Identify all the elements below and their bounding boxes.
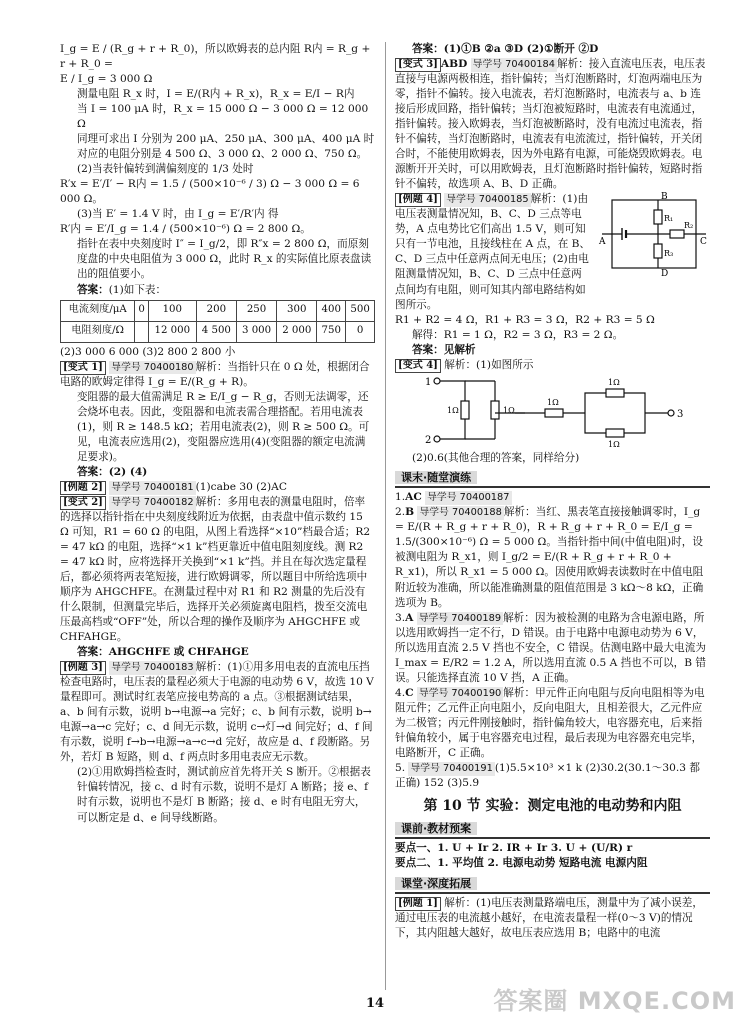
section-header: 课前·教材预案 [395,821,710,840]
label-r2: R₂ [684,221,694,231]
label-a: A [599,237,606,248]
table-cell: 400 [317,300,346,321]
text-line: 解析：当红、黑表笔直接接触调零时，I_g = E/(R + R_g + r + R_0)，R + R_g + r + R_0 = E/I_g = 1.5/(300×10⁻⁶) Ω = 5 000 Ω。当指针指中间(中值电阻)时，设被测电阻为 R_x1，则 I_g/2 = E/(R + R_g + r + R_0 + R_x1)，所以 R_x1 = 5 000 Ω。因使用欧姆表读数时在中值电阻附近较为准确，所以能准确测量的阻值范围是 3 kΩ～8 kΩ，正确选项为 B。 [395,506,704,609]
study-number: 导学号 70400180 [111,361,194,373]
label-r1: R₁ [664,214,674,224]
study-number: 导学号 70400184 [472,59,556,71]
resistor-r2 [670,230,684,238]
black-box-circuit-figure [598,192,710,276]
answer-line: 答案：(2) (4) [76,465,148,478]
table-cell [135,321,149,342]
study-number: 导学号 70400181 [111,481,194,493]
watermark-logo: 答案圈 MXQE.COM [493,986,736,1015]
table-cell: 0 [346,321,375,342]
left-column [60,42,375,826]
study-number: 导学号 70400185 [446,194,529,206]
answer-label: 答案： [76,283,109,296]
variant-tag: [变式 4] [395,359,441,373]
text-line: 解析：(1)电压表测量路端电压，测量中为了减小误差，通过电压表的电流越小越好，在电流表量程一样(0～3 V)的情况下，其内阻越大越好，故电压表应选用 B；电路中的电流 [395,897,703,940]
resistor-left-label: 1Ω [447,405,459,415]
terminal-1-label: 1 [425,376,432,388]
text-line: 解析：甲元件正向电阻与反向电阻相等为电阻元件；乙元件正向电阻小，反向电阻大，且相差很大，乙元件应为二极管；丙元件刚接触时，指针偏角较大，电容器充电，后来指针偏角较小，属于电容器充电过程，最后表现为电容器充电完毕，电路断开，C 正确。 [395,686,705,759]
chapter-title: 第 10 节 实验：测定电池的电动势和内阻 [423,797,682,814]
text-line: 解析：因为被检测的电路为含电源电路，所以选用欧姆挡一定不行，D 错误。由于电路中电源电动势为 6 V，所以选用直流 2.5 V 挡也不安全，C 错误。估测电路中最大电流为 I_max = E/R2 = 1.2 A，所以选用直流 0.5 A 挡也不可以，B 错误。只能选择直流 10 V 挡，A 正确。 [395,611,706,684]
resistor-top-label: 1Ω [608,377,620,387]
table-cell: 100 [148,300,196,321]
label-b: B [661,192,668,203]
study-number: 导学号 70400188 [419,507,502,519]
section-header: 课末·随堂演练 [395,470,710,489]
text-line: 测量电阻 R_x 时，I = E/(R内 + R_x)，R_x = E/I − R内 [76,88,355,101]
text-line: R′内 = E′/I_g = 1.4 / (500×10⁻⁶) Ω = 2 800 Ω。 [60,223,311,236]
text-line: (3)当 E′ = 1.4 V 时，由 I_g = E′/R′内 得 [76,208,279,221]
text-line: 当 I = 100 μA 时，R_x = 15 000 Ω − 3 000 Ω = 12 000 Ω [76,103,369,131]
text-line: 同理可求出 I 分别为 200 μA、250 μA、300 μA、400 μA 时对应的电阻分别是 4 500 Ω、3 000 Ω、2 000 Ω、750 Ω。 [76,133,375,161]
resistor-r3 [654,244,662,258]
text-line: (1)5.5×10³ ×1 k (2)30.2(30.1～30.3 都正确) 152 (3)5.9 [395,761,700,789]
text-line: 解得：R1 = 1 Ω，R2 = 3 Ω，R3 = 2 Ω。 [411,328,624,341]
table-cell: 500 [346,300,375,321]
table-cell: 750 [317,321,346,342]
resistor-mid [491,401,499,419]
text-line: R′x = E′/I′ − R内 = 1.5 / (500×10⁻⁶ / 3) Ω − 3 000 Ω = 6 000 Ω。 [60,178,360,206]
text-line: (2)3 000 6 000 (3)2 800 2 800 小 [60,345,236,358]
terminal-3 [668,410,674,416]
answer-line: 答案：见解析 [411,343,476,356]
example-tag: [例题 2] [60,481,106,495]
table-cell: 300 [277,300,317,321]
variant-tag: [变式 3] [395,58,441,72]
text-line: 解析：(1)如图所示 [444,358,534,371]
text-line: R1 + R2 = 4 Ω，R1 + R3 = 3 Ω，R2 + R3 = 5 Ω [395,313,655,326]
table-cell: 电流刻度/μA [61,300,135,321]
study-number: 导学号 70400182 [111,496,194,508]
section-header: 课堂·深度拓展 [395,876,710,895]
study-number: 导学号 70400187 [427,492,510,504]
answer-letters: AC [405,491,422,504]
study-number: 导学号 70400183 [111,662,194,674]
answer-letters: B [405,506,415,519]
table-cell: 3 000 [236,321,276,342]
text-line: (2)0.6(其他合理的答案，同样给分) [411,451,580,464]
text-line: (1)如下表： [108,283,167,296]
variant-tag: [变式 1] [60,361,106,375]
variant-tag: [变式 2] [60,496,106,510]
resistor-left [461,401,469,419]
table-row [61,300,375,321]
answer-line: 答案：(1)①B ②a ③D (2)①断开 ②D [411,43,599,55]
text-line: I_g = E / (R_g + r + R_0)，所以欧姆表的总内阻 R内 = R_g + r + R_0 = [60,43,371,71]
terminal-2 [434,436,440,442]
column-divider [385,42,386,990]
label-r3: R₃ [664,249,674,259]
right-column: 答案：(1)①B ②a ③D (2)①断开 ②D [变式 3] ABD 导学号 70400184 解析：接入直流电压表，电压表直接与电源两极相连，指针偏转；当灯泡断路时，灯泡两端电压为零，指针不偏转。接入电流表，若灯泡断路时，电流表与 a、b 连接后形成回路，指针偏转；当灯泡被短路时，电流表有电流通过，指针偏转。接入欧姆表，当灯泡被断路时，没有电流过电流表，指针不偏转，当灯泡断路时，电流表有电流流过，指针偏转，开关闭合时，不能使用欧姆表，因为外电路有电源，可能烧毁欧姆表。电源断开开关时，可以用欧姆表，且灯泡断路时指针偏转，短路时指针不偏转，故选项 A、B、D 正确。 A B C D R₁ R₂ R₃ [例题 4] 导学号 70400185 解析：(1)由电压表测量情况知，B、C、D 三点等电势，A 点电势比它们高出 1.5 V，则可知只有一节电池，且接线柱在 A 点，在 B、C、D 三点中任意两点间无电压；(2)由电阻测量情况知，B、C、D 三点中任意两点间均有电阻，则可知其内部电路结构如图所示。 R1 + R2 = 4 Ω，R1 + R3 = 3 Ω，R2 + R3 = 5 Ω 解得：R1 = 1 Ω，R2 = 3 Ω，R3 = 2 Ω。 答案：见解析 [变式 4] 解析：(1)如图所示 1 2 3 1Ω 1Ω 1Ω 1Ω 1Ω (2)0.6(其他合理的答案，同样给分) 课末·随堂演练 1.AC 导学号 70400187 2.B 导学号 70400188 解析：当红、黑表笔直接接触调零时，I_g = E/(R + R_g + r + R_0)，R + R_g + r + R_0 = E/I_g = 1.5/(300×10⁻⁶) Ω = 5 000 Ω。当指针指中间(中值电阻)时，设被测电阻为 R_x1，则 I_g/2 = E/(R + R_g + r + R_0 + R_x1)，所以 R_x1 = 5 000 Ω。因使用欧姆表读数时在中值电阻附近较为准确，所以能准确测量的阻值范围是 3 kΩ～8 kΩ，正确选项为 B。 3.A 导学号 70400189 解析：因为被检测的电路为含电源电路，所以选用欧姆挡一定不行，D 错误。由于电路中电源电动势为 6 V，所以选用直流 2.5 V 挡也不安全，C 错误。估测电路中最大电流为 I_max = E/R2 = 1.2 A，所以选用直流 0.5 A 挡也不可以，B 错误。只能选择直流 10 V 挡，A 正确。 4.C 导学号 70400190 解析：甲元件正向电阻与反向电阻相等为电阻元件；乙元件正向电阻小，反向电阻大，且相差很大，乙元件应为二极管；丙元件刚接触时，指针偏角较大，电容器充电，后来指针偏角较小，属于电容器充电过程，最后表现为电容器充电完毕，电路断开，C 正确。 5. 导学号 70400191 (1)5.5×10³ ×1 k (2)30.2(30.1～30.3 都正确) 152 (3)5.9 第 10 节 实验：测定电池的电动势和内阻 课前·教材预案 要点一、1. U + Ir 2. IR + Ir 3. U + (U/R) r 要点二、1. 平均值 2. 电源电动势 短路电流 电源内阻 课堂·深度拓展 [例题 1] 解析：(1)电压表测量路端电压，测量中为了减小误差，通过电压表的电流越小越好，在电流表量程一样(0～3 V)的情况下，其内阻越大越好，故电压表应选用 B；电路中的电流 [395,42,710,941]
terminal-1 [434,378,440,384]
resistor-network-figure [395,373,710,451]
example-tag: [例题 1] [395,897,441,911]
resistor-bottom [606,429,624,437]
table-cell: 12 000 [148,321,196,342]
text-line: 解析：(1)①用多用电表的直流电压挡检查电路时，电压表的量程必须大于电源的电动势 6 V，故选 10 V 量程即可。测试时红表笔应接电势高的 a 点。③根据测试结果，a、b 间有示数，说明 b→电源→a 完好；c、b 间有示数，说明 b→电源→a→c 完好；c、d 间无示数，说明 c→灯→d 间完好；d、f 间有示数，说明 f→b→电源→a→c→d 完好，故应是 d、f 段断路。另外，若灯 B 短路，则 d、f 两点时多用电表应无示数。 [60,661,374,764]
answer-letters: C [405,686,414,699]
label-d: D [661,269,669,277]
table-cell: 250 [236,300,276,321]
text-line: 解析：接入直流电压表，电压表直接与电源两极相连，指针偏转；当灯泡断路时，灯泡两端电压为零，指针不偏转。接入电流表，若灯泡断路时，电流表与 a、b 连接后形成回路，指针偏转；当灯泡被短路时，电流表有电流通过，指针偏转。接入欧姆表，当灯泡被断路时，没有电流过电流表，指针不偏转，当灯泡断路时，电流表有电流流过，指针偏转，开关闭合时，不能使用欧姆表，因为外电路有电源，可能烧毁欧姆表。电源断开开关时，可以用欧姆表，且灯泡断路时指针偏转，短路时指针不偏转，故选项 A、B、D 正确。 [395,58,706,191]
text-line: 解析：多用电表的测量电阻时，倍率的选择以指针指在中央刻度线附近为依据，由表盘中值示数约 15 Ω 可知，R1 = 60 Ω 的电阻，从图上看选择“×10”档最合适；R2 = 47 kΩ 的电阻，选择“×1 k”档更靠近中值电阻刻度线。测 R2 = 47 kΩ 时，应将选择开关换到“×1 k”挡。并且在每次选定量程后，都必须将两表笔短接，进行欧姆调零，所以题目中所给选项中顺序为 AHGCHFE。在测量过程中对 R1 和 R2 测量的先后没有什么限制，但测量完毕后，选择开关必须旋离电阻档，拨至交流电压最高档或“OFF”处，所以合理的操作及顺序为 AHGCHFE 或 CHFAHGE。 [60,495,371,644]
resistor-mid-label: 1Ω [503,405,515,415]
example-tag: [例题 4] [395,193,441,207]
table-cell: 0 [135,300,149,321]
text-line: 要点一、1. U + Ir 2. IR + Ir 3. U + (U/R) r [395,842,633,855]
terminal-2-label: 2 [425,434,432,446]
table-cell: 2 000 [277,321,317,342]
answer-letters: A [405,611,414,624]
table-cell: 4 500 [196,321,236,342]
table-cell: 200 [196,300,236,321]
study-number: 导学号 70400190 [418,687,502,699]
answer-letters: ABD [440,58,468,71]
text-line: 指针在表中央刻度时 I″ = I_g/2，即 R″x = 2 800 Ω，而原刻度盘的中央电阻值为 3 000 Ω，此时 R_x 的实际值比原表盘读出的阻值要小。 [76,238,372,281]
label-c: C [700,237,707,248]
answer-line: 答案：AHGCHFE 或 CHFAHGE [76,646,249,659]
text-line: (1)cabe 30 (2)AC [195,480,287,493]
resistor-series-label: 1Ω [547,397,559,407]
page-number: 14 [365,996,385,1011]
resistor-r1 [654,210,662,224]
scale-table [60,300,375,343]
study-number: 导学号 70400189 [418,612,502,624]
example-tag: [例题 3] [60,661,106,675]
terminal-3-label: 3 [677,408,684,420]
text-line: 解析：当指针只在 0 Ω 处，根据闭合电路的欧姆定律得 I_g = E/(R_g + R)。 [60,360,370,388]
page [60,42,712,990]
text-line: 要点二、1. 平均值 2. 电源电动势 短路电流 电源内阻 [395,857,648,870]
resistor-top [606,389,624,397]
resistor-bottom-label: 1Ω [608,439,620,449]
example4-block [395,192,710,312]
resistor-series [545,409,563,417]
text-line: 变阻器的最大值需满足 R ≥ E/I_g − R_g，否则无法调零，还会烧坏电表。因此，变阻器和电流表需合理搭配。若用电流表(1)，则 R ≥ 148.5 kΩ；若用电流表(2)，则 R ≥ 500 Ω。可见，电流表应选用(2)，变阻器应选用(4)(变阻器的额定电流满足要求)。 [76,390,370,463]
text-line: 解析：(1)由电压表测量情况知，B、C、D 三点等电势，A 点电势比它们高出 1.5 V，则可知只有一节电池，且接线柱在 A 点，在 B、C、D 三点中任意两点间无电压；(2)由电阻测量情况知，B、C、D 三点中任意两点间均有电阻，则可知其内部电路结构如图所示。 [395,193,591,311]
study-number: 导学号 70400191 [410,762,493,774]
table-row [61,321,375,342]
text-line: E / I_g = 3 000 Ω [60,73,153,86]
table-cell: 电阻刻度/Ω [61,321,135,342]
text-line: (2)①用欧姆挡检查时，测试前应首先将开关 S 断开。②根据表针偏转情况，接 c、d 时有示数，说明不是灯 A 断路；接 e、f 时有示数，说明也不是灯 B 断路；接 d、e 时有电阻无穷大，可以断定是 d、e 间导线断路。 [76,766,371,824]
text-line: (2)当表针偏转到满偏刻度的 1/3 处时 [76,163,254,176]
